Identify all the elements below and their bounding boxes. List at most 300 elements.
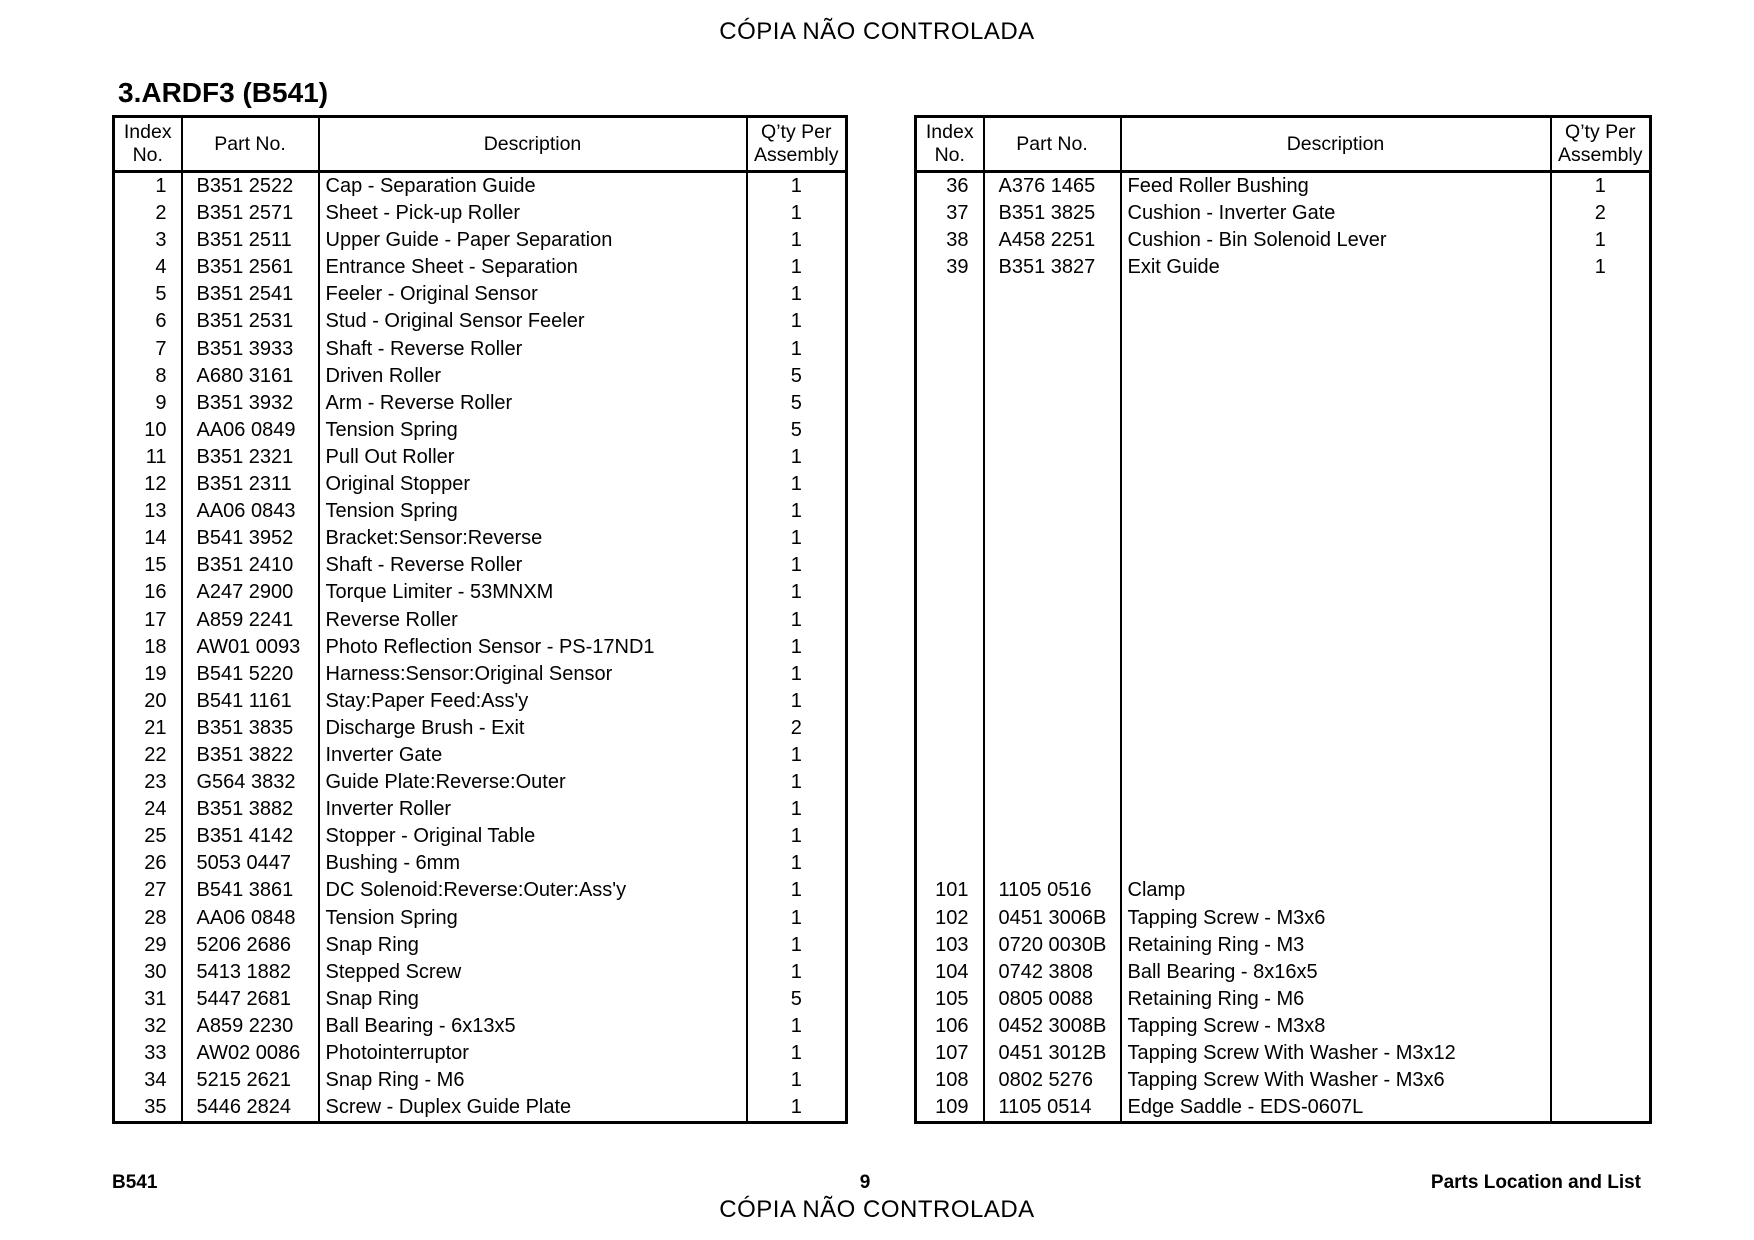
description-cell — [1121, 336, 1551, 363]
index-cell: 1 — [114, 172, 182, 201]
part-no-cell — [984, 796, 1121, 823]
qty-cell — [1551, 850, 1651, 877]
table-row — [114, 172, 847, 201]
table-row — [916, 552, 1651, 579]
qty-cell: 1 — [747, 1040, 847, 1067]
index-cell: 7 — [114, 336, 182, 363]
part-no-cell: B351 3827 — [984, 254, 1121, 281]
part-no-cell — [984, 471, 1121, 498]
part-no-cell: A376 1465 — [984, 172, 1121, 201]
table-row — [916, 688, 1651, 715]
table-row — [916, 417, 1651, 444]
index-cell: 102 — [916, 905, 984, 932]
qty-cell — [1551, 471, 1651, 498]
table-row — [114, 444, 847, 471]
index-cell: 32 — [114, 1013, 182, 1040]
part-no-cell: AA06 0843 — [182, 498, 319, 525]
description-cell: Screw - Duplex Guide Plate — [319, 1094, 747, 1123]
part-no-cell: B351 2410 — [182, 552, 319, 579]
table-row — [114, 1094, 847, 1123]
description-cell: Snap Ring - M6 — [319, 1067, 747, 1094]
table-row — [114, 336, 847, 363]
index-cell: 35 — [114, 1094, 182, 1123]
qty-cell — [1551, 444, 1651, 471]
description-cell — [1121, 796, 1551, 823]
table-row — [916, 1040, 1651, 1067]
part-no-cell — [984, 579, 1121, 606]
qty-cell: 1 — [747, 552, 847, 579]
table-row — [916, 742, 1651, 769]
index-cell: 101 — [916, 877, 984, 904]
table-row — [114, 390, 847, 417]
part-no-cell — [984, 525, 1121, 552]
qty-cell: 1 — [747, 877, 847, 904]
description-cell: Feed Roller Bushing — [1121, 172, 1551, 201]
description-cell: Cushion - Inverter Gate — [1121, 200, 1551, 227]
table-row — [916, 254, 1651, 281]
section-title: 3.ARDF3 (B541) — [118, 77, 329, 108]
qty-cell — [1551, 607, 1651, 634]
table-row — [114, 552, 847, 579]
qty-cell — [1551, 932, 1651, 959]
description-cell: Feeler - Original Sensor — [319, 281, 747, 308]
part-no-cell — [984, 607, 1121, 634]
part-no-cell: B541 3861 — [182, 877, 319, 904]
description-cell: Discharge Brush - Exit — [319, 715, 747, 742]
qty-cell — [1551, 1067, 1651, 1094]
table-row — [114, 877, 847, 904]
index-cell — [916, 552, 984, 579]
description-cell: Tapping Screw - M3x8 — [1121, 1013, 1551, 1040]
part-no-cell: B351 2531 — [182, 308, 319, 335]
index-cell: 22 — [114, 742, 182, 769]
index-cell: 14 — [114, 525, 182, 552]
index-cell — [916, 281, 984, 308]
description-cell: Tension Spring — [319, 905, 747, 932]
description-cell: Shaft - Reverse Roller — [319, 336, 747, 363]
part-no-cell: 5206 2686 — [182, 932, 319, 959]
index-cell: 4 — [114, 254, 182, 281]
table-row — [114, 742, 847, 769]
qty-cell — [1551, 796, 1651, 823]
table-row — [916, 1067, 1651, 1094]
table-row — [916, 390, 1651, 417]
index-cell: 9 — [114, 390, 182, 417]
qty-cell: 1 — [747, 579, 847, 606]
description-cell: Stopper - Original Table — [319, 823, 747, 850]
table-row — [114, 715, 847, 742]
index-cell: 28 — [114, 905, 182, 932]
index-cell — [916, 498, 984, 525]
qty-cell: 1 — [747, 796, 847, 823]
description-cell: Shaft - Reverse Roller — [319, 552, 747, 579]
qty-cell — [1551, 986, 1651, 1013]
description-cell: DC Solenoid:Reverse:Outer:Ass'y — [319, 877, 747, 904]
description-cell: Pull Out Roller — [319, 444, 747, 471]
part-no-cell: 1105 0514 — [984, 1094, 1121, 1123]
part-no-cell — [984, 715, 1121, 742]
part-no-cell: B351 2522 — [182, 172, 319, 201]
description-cell: Retaining Ring - M6 — [1121, 986, 1551, 1013]
description-cell: Inverter Gate — [319, 742, 747, 769]
part-no-cell: B351 3882 — [182, 796, 319, 823]
part-no-cell — [984, 308, 1121, 335]
part-no-cell: 0451 3012B — [984, 1040, 1121, 1067]
description-cell: Stay:Paper Feed:Ass'y — [319, 688, 747, 715]
index-cell: 105 — [916, 986, 984, 1013]
description-cell: Ball Bearing - 8x16x5 — [1121, 959, 1551, 986]
table-row — [114, 796, 847, 823]
part-no-cell: A247 2900 — [182, 579, 319, 606]
description-cell: Ball Bearing - 6x13x5 — [319, 1013, 747, 1040]
qty-cell — [1551, 363, 1651, 390]
part-no-cell: B351 2561 — [182, 254, 319, 281]
table-row — [114, 769, 847, 796]
table-row — [916, 877, 1651, 904]
description-cell — [1121, 417, 1551, 444]
part-no-cell — [984, 390, 1121, 417]
index-cell: 37 — [916, 200, 984, 227]
description-cell — [1121, 552, 1551, 579]
index-cell: 18 — [114, 634, 182, 661]
table-row — [916, 959, 1651, 986]
qty-cell — [1551, 688, 1651, 715]
index-cell — [916, 308, 984, 335]
table-row — [114, 1040, 847, 1067]
table-row — [916, 444, 1651, 471]
description-cell — [1121, 742, 1551, 769]
index-cell: 107 — [916, 1040, 984, 1067]
qty-cell: 5 — [747, 986, 847, 1013]
part-no-column-header: Part No. — [984, 117, 1121, 172]
qty-cell — [1551, 417, 1651, 444]
qty-cell — [1551, 390, 1651, 417]
part-no-cell — [984, 661, 1121, 688]
index-cell — [916, 823, 984, 850]
description-cell: Original Stopper — [319, 471, 747, 498]
part-no-cell: A859 2230 — [182, 1013, 319, 1040]
description-cell — [1121, 661, 1551, 688]
qty-column-header: Q’ty Per Assembly — [747, 117, 847, 172]
table-row — [114, 525, 847, 552]
index-cell: 13 — [114, 498, 182, 525]
table-row — [916, 769, 1651, 796]
qty-cell: 1 — [747, 1094, 847, 1123]
description-cell — [1121, 498, 1551, 525]
part-no-cell — [984, 363, 1121, 390]
table-row — [114, 823, 847, 850]
table-row — [916, 823, 1651, 850]
table-row — [114, 634, 847, 661]
index-cell — [916, 444, 984, 471]
qty-cell — [1551, 498, 1651, 525]
table-row — [114, 986, 847, 1013]
index-cell — [916, 579, 984, 606]
part-no-cell: 0720 0030B — [984, 932, 1121, 959]
index-cell: 33 — [114, 1040, 182, 1067]
index-cell — [916, 607, 984, 634]
description-cell: Snap Ring — [319, 932, 747, 959]
table-row — [916, 525, 1651, 552]
part-no-cell: AA06 0849 — [182, 417, 319, 444]
table-row — [114, 688, 847, 715]
table-row — [114, 200, 847, 227]
table-row — [916, 932, 1651, 959]
index-cell: 8 — [114, 363, 182, 390]
part-no-cell — [984, 417, 1121, 444]
index-cell: 26 — [114, 850, 182, 877]
part-no-cell: 0742 3808 — [984, 959, 1121, 986]
description-cell: Arm - Reverse Roller — [319, 390, 747, 417]
description-cell: Tapping Screw - M3x6 — [1121, 905, 1551, 932]
table-row — [916, 363, 1651, 390]
description-cell: Torque Limiter - 53MNXM — [319, 579, 747, 606]
qty-cell: 1 — [747, 281, 847, 308]
table-row — [916, 172, 1651, 201]
description-cell — [1121, 579, 1551, 606]
part-no-cell: 0805 0088 — [984, 986, 1121, 1013]
footer-model: B541 — [112, 1172, 158, 1193]
qty-cell: 1 — [747, 444, 847, 471]
qty-cell: 1 — [747, 850, 847, 877]
qty-cell — [1551, 525, 1651, 552]
description-cell: Cap - Separation Guide — [319, 172, 747, 201]
part-no-cell: B351 2571 — [182, 200, 319, 227]
description-cell: Tapping Screw With Washer - M3x12 — [1121, 1040, 1551, 1067]
part-no-cell: AW02 0086 — [182, 1040, 319, 1067]
description-cell — [1121, 715, 1551, 742]
watermark-top: CÓPIA NÃO CONTROLADA — [719, 18, 1035, 45]
index-cell: 16 — [114, 579, 182, 606]
index-cell: 11 — [114, 444, 182, 471]
description-cell — [1121, 444, 1551, 471]
description-cell: Snap Ring — [319, 986, 747, 1013]
qty-cell: 1 — [1551, 254, 1651, 281]
description-cell — [1121, 850, 1551, 877]
index-cell: 23 — [114, 769, 182, 796]
table-row — [916, 715, 1651, 742]
description-cell — [1121, 390, 1551, 417]
part-no-cell: 0451 3006B — [984, 905, 1121, 932]
part-no-cell: AW01 0093 — [182, 634, 319, 661]
table-row — [916, 200, 1651, 227]
index-cell: 15 — [114, 552, 182, 579]
description-column-header: Description — [1121, 117, 1551, 172]
part-no-cell: 5447 2681 — [182, 986, 319, 1013]
description-cell: Photo Reflection Sensor - PS-17ND1 — [319, 634, 747, 661]
description-cell — [1121, 823, 1551, 850]
index-cell: 30 — [114, 959, 182, 986]
part-no-cell — [984, 769, 1121, 796]
qty-cell — [1551, 1094, 1651, 1123]
qty-cell — [1551, 715, 1651, 742]
table-row — [916, 498, 1651, 525]
part-no-cell: B351 2311 — [182, 471, 319, 498]
description-cell: Photointerruptor — [319, 1040, 747, 1067]
qty-cell — [1551, 877, 1651, 904]
part-no-cell — [984, 634, 1121, 661]
table-row — [916, 634, 1651, 661]
qty-cell: 1 — [747, 471, 847, 498]
table-row — [114, 607, 847, 634]
index-cell — [916, 688, 984, 715]
qty-cell: 1 — [747, 769, 847, 796]
description-cell: Tapping Screw With Washer - M3x6 — [1121, 1067, 1551, 1094]
part-no-cell — [984, 336, 1121, 363]
index-cell — [916, 715, 984, 742]
part-no-cell: 0452 3008B — [984, 1013, 1121, 1040]
qty-cell — [1551, 634, 1651, 661]
qty-cell — [1551, 742, 1651, 769]
part-no-cell: B351 4142 — [182, 823, 319, 850]
table-row — [916, 986, 1651, 1013]
description-cell — [1121, 363, 1551, 390]
qty-cell: 1 — [747, 227, 847, 254]
index-cell: 6 — [114, 308, 182, 335]
index-cell — [916, 363, 984, 390]
description-cell: Bushing - 6mm — [319, 850, 747, 877]
index-cell — [916, 417, 984, 444]
part-no-cell: B541 3952 — [182, 525, 319, 552]
index-cell: 31 — [114, 986, 182, 1013]
qty-cell: 2 — [1551, 200, 1651, 227]
qty-cell — [1551, 579, 1651, 606]
description-cell: Harness:Sensor:Original Sensor — [319, 661, 747, 688]
index-cell — [916, 850, 984, 877]
description-cell — [1121, 634, 1551, 661]
index-cell: 20 — [114, 688, 182, 715]
index-cell — [916, 634, 984, 661]
qty-cell: 5 — [747, 390, 847, 417]
index-column-header: Index No. — [916, 117, 984, 172]
qty-cell: 1 — [747, 823, 847, 850]
qty-cell — [1551, 959, 1651, 986]
table-row — [114, 417, 847, 444]
qty-cell — [1551, 281, 1651, 308]
description-cell: Retaining Ring - M3 — [1121, 932, 1551, 959]
index-cell: 12 — [114, 471, 182, 498]
index-cell — [916, 390, 984, 417]
qty-cell: 1 — [747, 254, 847, 281]
index-cell: 3 — [114, 227, 182, 254]
qty-cell: 1 — [747, 498, 847, 525]
watermark-bottom: CÓPIA NÃO CONTROLADA — [719, 1196, 1035, 1223]
table-header-row — [114, 117, 847, 172]
table-row — [916, 607, 1651, 634]
index-cell: 109 — [916, 1094, 984, 1123]
table-row — [114, 281, 847, 308]
part-no-cell: B351 2541 — [182, 281, 319, 308]
index-cell: 25 — [114, 823, 182, 850]
qty-cell: 1 — [747, 661, 847, 688]
qty-cell: 2 — [747, 715, 847, 742]
part-no-cell: B351 2321 — [182, 444, 319, 471]
table-row — [114, 959, 847, 986]
table-row — [114, 471, 847, 498]
qty-cell: 1 — [1551, 172, 1651, 201]
description-cell: Clamp — [1121, 877, 1551, 904]
part-no-cell: B351 3825 — [984, 200, 1121, 227]
qty-cell: 1 — [747, 1067, 847, 1094]
part-no-cell: B351 3835 — [182, 715, 319, 742]
part-no-cell: 0802 5276 — [984, 1067, 1121, 1094]
qty-cell — [1551, 769, 1651, 796]
index-cell: 103 — [916, 932, 984, 959]
table-row — [114, 227, 847, 254]
table-row — [916, 579, 1651, 606]
qty-cell — [1551, 1040, 1651, 1067]
index-column-header: Index No. — [114, 117, 182, 172]
part-no-cell — [984, 850, 1121, 877]
index-cell: 38 — [916, 227, 984, 254]
index-cell: 108 — [916, 1067, 984, 1094]
part-no-cell: 1105 0516 — [984, 877, 1121, 904]
table-row — [916, 308, 1651, 335]
description-cell — [1121, 471, 1551, 498]
index-cell: 27 — [114, 877, 182, 904]
description-cell: Driven Roller — [319, 363, 747, 390]
part-no-cell: 5446 2824 — [182, 1094, 319, 1123]
table-row — [114, 498, 847, 525]
qty-cell: 1 — [747, 634, 847, 661]
part-no-cell — [984, 552, 1121, 579]
part-no-cell — [984, 498, 1121, 525]
part-no-cell: B541 1161 — [182, 688, 319, 715]
qty-cell: 1 — [747, 959, 847, 986]
table-header-row — [916, 117, 1651, 172]
table-row — [916, 1013, 1651, 1040]
description-cell — [1121, 525, 1551, 552]
description-cell: Entrance Sheet - Separation — [319, 254, 747, 281]
qty-column-header: Q’ty Per Assembly — [1551, 117, 1651, 172]
part-no-cell: G564 3832 — [182, 769, 319, 796]
table-row — [916, 471, 1651, 498]
part-no-cell: B351 2511 — [182, 227, 319, 254]
table-row — [916, 905, 1651, 932]
qty-cell: 1 — [747, 200, 847, 227]
part-no-cell: A859 2241 — [182, 607, 319, 634]
qty-cell: 1 — [747, 905, 847, 932]
part-no-cell: A458 2251 — [984, 227, 1121, 254]
part-no-cell: 5053 0447 — [182, 850, 319, 877]
table-row — [114, 1067, 847, 1094]
qty-cell: 1 — [747, 336, 847, 363]
qty-cell: 1 — [747, 742, 847, 769]
index-cell: 106 — [916, 1013, 984, 1040]
table-row — [916, 1094, 1651, 1123]
part-no-cell — [984, 823, 1121, 850]
qty-cell: 1 — [747, 525, 847, 552]
qty-cell: 1 — [747, 932, 847, 959]
table-row — [114, 579, 847, 606]
table-row — [114, 661, 847, 688]
description-cell: Bracket:Sensor:Reverse — [319, 525, 747, 552]
qty-cell: 1 — [747, 688, 847, 715]
description-cell: Stepped Screw — [319, 959, 747, 986]
index-cell: 104 — [916, 959, 984, 986]
qty-cell: 5 — [747, 417, 847, 444]
table-row — [114, 254, 847, 281]
qty-cell: 1 — [747, 607, 847, 634]
part-no-cell — [984, 742, 1121, 769]
index-cell: 17 — [114, 607, 182, 634]
index-cell: 19 — [114, 661, 182, 688]
description-cell: Exit Guide — [1121, 254, 1551, 281]
description-cell — [1121, 688, 1551, 715]
index-cell: 36 — [916, 172, 984, 201]
part-no-cell: A680 3161 — [182, 363, 319, 390]
description-cell: Guide Plate:Reverse:Outer — [319, 769, 747, 796]
